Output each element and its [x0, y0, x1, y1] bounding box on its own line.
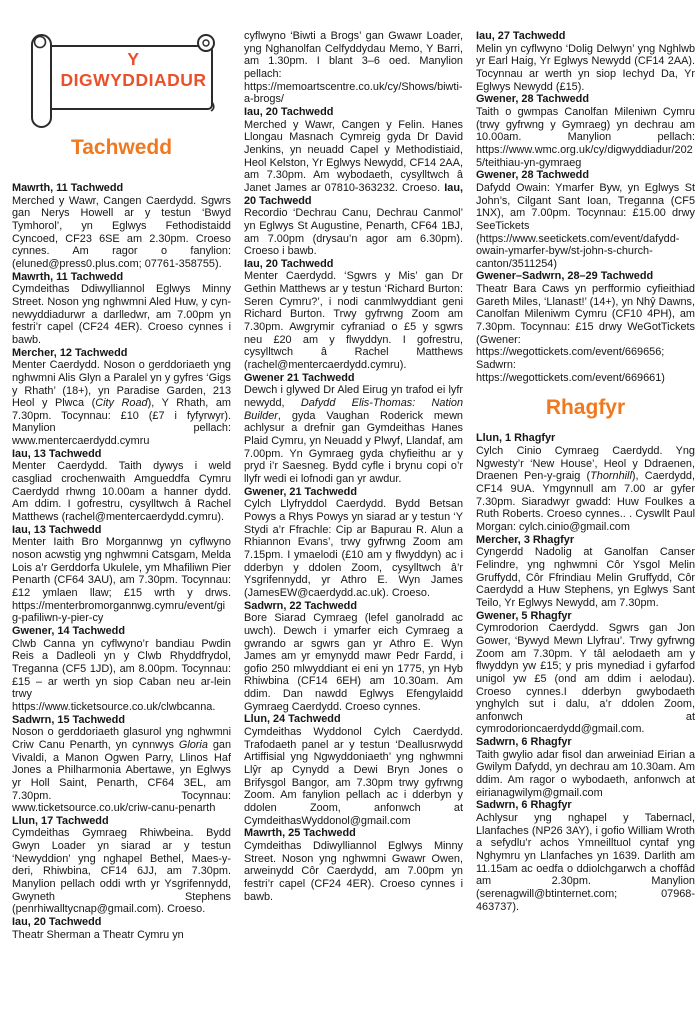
page-title-line2: DIGWYDDIADUR [60, 70, 207, 90]
event-date: Gwener, 21 Tachwedd [244, 485, 357, 498]
event-body: Mawrth, 25 Tachwedd Cymdeithas Ddiwylliannol Eglwys Minny Street. Noson yng nghwmni Gwawr Owen, arweinydd Côr Caerdydd, am 7.00pm yn festri’r capel (CF24 4ER). Croeso cynnes i bawb. [244, 827, 463, 903]
event-date: Gwener, 28 Tachwedd [476, 169, 589, 182]
event-body: Gwener, 5 Rhagfyr Cymrodorion Caerdydd. Sgwrs gan Jon Gower, ‘Bywyd Mewn Llyfrau’. Trwy gyfrwng Zoom am 7.30pm. Y tâl aelodaeth am y flwyddyn yw £15; y pris mynediad i gyfarfod unigol yw £5 (ond am ddim i aelodau). Croeso cynnes.I dderbyn gwybodaeth ynghylch sut i dalu, a’r ddolen Zoom, anfonwch at cymrodorioncaerdydd@gmail.com. [476, 609, 695, 736]
event-body: Sadwrn, 6 Rhagfyr Taith gwylio adar fisol dan arweiniad Eirian a Gwilym Dafydd, yn dechrau am 10.30am. Am ddim. Am ragor o wybodaeth, anfonwch at eirianagwilym@gmail.com [476, 736, 695, 799]
event-body: Gwener, 21 Tachwedd Cylch Llyfryddol Caerdydd. Bydd Betsan Powys a Rhys Powys yn siarad ar y testun ‘Y Stydi a’r Ffrachle: Cip ar Bapurau R. Alun a Rhiannon Evans’, trwy gyfrwng Zoom am 7.15pm. I ymaelodi (£10 am y flwyddyn) ac i dderbyn y ddolen Zoom, cysylltwch â’r Ysgrifennydd, yr Athro E. Wyn James (JamesEW@caerdydd.ac.uk). Croeso. [244, 485, 463, 599]
column-3 [476, 30, 695, 1034]
event-item [12, 625, 231, 714]
event-body: Mawrth, 11 Tachwedd Merched y Wawr, Cangen Caerdydd. Sgwrs gan Nerys Howell ar y testun ‘Bwyd Tymhorol’, yn Eglwys Fethodistaidd Cyncoed, CF23 6SE am 2.30pm. Croeso cynnes. Am ragor o fanylion: (eluned@press0.plus.com; 07761-358755). [12, 182, 231, 270]
event-body: Mercher, 3 Rhagfyr Cyngerdd Nadolig at Ganolfan Canser Felindre, yng nghwmni Côr Ysgol Melin Gruffydd, Côr Ffrindiau Melin Gruffydd, Côr Caerdydd a Huw Stephens, yn Eglwys Sant Teilo, Yr Eglwys Newydd, am 7.30pm. [476, 533, 695, 609]
event-body: Gwener–Sadwrn, 28–29 Tachwedd Theatr Bara Caws yn perfformio cyfieithiad Gareth Miles, ‘Llanast!’ (14+), yn Nhŷ Dawns, Canolfan Mileniwm Cymru (CF10 4PH), am 7.30pm. Tocynnau: £15 drwy WeGotTickets (Gwener: https://wegottickets.com/event/669656; Sadwrn: https://wegottickets.com/event/669661) [476, 270, 695, 384]
page-title-line1: Y [127, 49, 140, 69]
event-body: Iau, 27 Tachwedd Melin yn cyflwyno ‘Dolig Delwyn’ yng Nghlwb yr Earl Haig, Yr Eglwys Newydd (CF14 2AA). Tocynnau ar werth yn siop Iechyd Da, Yr Eglwys Newydd (£15). [476, 30, 695, 93]
event-body: Mercher, 12 Tachwedd Menter Caerdydd. Noson o gerddoriaeth yng nghwmni Alis Glyn a Paralel yn y gyfres ‘Gigs y Rhath’ (18+), yn Paradise Garden, 213 Heol y Plwca (City Road), Y Rhath, am 7.30pm. Tocynnau: £10 (£7 i fyfyrwyr). Manylion pellach: www.mentercaerdydd.cymru [12, 346, 231, 448]
events-list-column-1 [12, 136, 231, 941]
event-item [12, 347, 231, 448]
event-item [476, 30, 695, 93]
event-body: Gwener, 28 Tachwedd Dafydd Owain: Ymarfer Byw, yn Eglwys St John’s, Cilgant Sant Ioan, Treganna (CF5 1NX), am 7.00pm. Tocynnau: £15.00 drwy SeeTickets (https://www.seetickets.com/event/dafydd-owain-ymarfer-byw/st-john-s-church-canton/3511254) [476, 169, 695, 270]
event-date: Gwener, 28 Tachwedd [476, 93, 589, 106]
event-date: Gwener, 5 Rhagfyr [476, 609, 572, 622]
event-body: Iau, 20 Tachwedd Theatr Sherman a Theatr Cymru yn [12, 916, 231, 941]
event-item [244, 258, 463, 372]
event-item [476, 610, 695, 737]
event-item [12, 182, 231, 271]
event-body: Sadwrn, 15 Tachwedd Noson o gerddoriaeth glasurol yng nghwmni Criw Canu Penarth, yn cynnwys Gloria gan Vivaldi, a Manon Ogwen Parry, Llinos Haf Jones a Philharmonia Abertawe, yn Eglwys yr Holl Saint, Penarth, CF64 3EL, am 7.30pm. Tocynnau: www.ticketsource.co.uk/criw-canu-penarth [12, 713, 231, 815]
event-item [12, 524, 231, 625]
event-item [476, 736, 695, 799]
event-body: Iau, 20 Tachwedd Merched y Wawr, Cangen y Felin. Hanes Llongau Masnach Cymreig gyda Dr David Jenkins, yn neuadd Capel y Methodistiaid, Heol Kelston, Yr Eglwys Newydd, CF14 2AA, am 7.30pm. Am wybodaeth, cysylltwch â Janet James ar 07810-363232. Croeso. Iau, 20 Tachwedd [244, 105, 463, 207]
event-date: Llun, 1 Rhagfyr [476, 432, 556, 445]
event-date: Mawrth, 11 Tachwedd [12, 270, 124, 283]
event-item [476, 93, 695, 169]
column-2 [244, 30, 463, 1034]
events-list-column-2 [244, 30, 463, 903]
event-item [244, 372, 463, 486]
scroll-banner [20, 32, 224, 130]
event-item [12, 815, 231, 916]
event-body: Iau, 13 Tachwedd Menter Caerdydd. Taith dywys i weld casgliad crochenwaith Amgueddfa Cymru Caerdydd rhwng 10.00am a hanner dydd. Am ddim. I gofrestru, cysylltwch â Rachel Matthews (rachel@mentercaerdydd.cymru). [12, 447, 231, 524]
event-body: Sadwrn, 22 Tachwedd Bore Siarad Cymraeg (lefel ganolradd ac uwch). Dewch i ymarfer eich Cymraeg a gwrando ar sgwrs gan yr Athro E. Wyn James am yr emynydd mawr Pedr Fardd, i gofio 250 mlwyddiant ei eni yn 1775, yn Hyb Rhiwbina (CF14 6EH) am 10.30am. Am ddim. Dan nawdd Eglwys Efengylaidd Gymraeg Caerdydd. Croeso cynnes. [244, 599, 463, 713]
event-item [12, 448, 231, 524]
event-body: Iau, 20 Tachwedd Menter Caerdydd. ‘Sgwrs y Mis’ gan Dr Gethin Matthews ar y testun ‘Richard Burton: Seren Cymru?’, i nodi canmlwyddiant geni Richard Burton. Trwy gyfrwng Zoom am 7.30pm. Awgrymir cyfraniad o £5 y sgwrs neu £20 am y flwyddyn. I gofrestru, cysylltwch â Rachel Matthews (rachel@mentercaerdydd.cymru). [244, 257, 463, 372]
event-item [476, 799, 695, 913]
column-1 [12, 30, 231, 1034]
event-item [244, 713, 463, 827]
event-date: Iau, 13 Tachwedd [12, 523, 102, 536]
event-body: Recordio ‘Dechrau Canu, Dechrau Canmol’ yn Eglwys St Augustine, Penarth, CF64 1BJ, am 7.00pm (drysau’n agor am 6.30pm). Croeso i bawb. [244, 207, 463, 258]
event-date: Gwener–Sadwrn, 28–29 Tachwedd [476, 270, 654, 283]
event-item [244, 600, 463, 714]
event-date: Iau, 27 Tachwedd [476, 30, 566, 42]
event-date: Iau, 13 Tachwedd [12, 447, 102, 460]
event-item [244, 30, 463, 106]
events-list-column-3 [476, 30, 695, 913]
event-date: Mawrth, 11 Tachwedd [12, 182, 124, 194]
event-date: Sadwrn, 6 Rhagfyr [476, 799, 572, 812]
event-item [12, 916, 231, 941]
event-body: Gwener 21 Tachwedd Dewch i glywed Dr Aled Eirug yn trafod ei lyfr newydd, Dafydd Elis-Thomas: Nation Builder, gyda Vaughan Roderick mewn achlysur a drefnir gan Gymdeithas Hanes Plaid Cymru, yn Neuadd y Plwyf, Llandaf, am 7.00pm. Yn Gymraeg gyda chyfieithu ar y pryd i’r Saesneg. Bydd cyfle i brynu copi o’r llyfr wedi ei lofnodi gan yr awdur. [244, 371, 463, 485]
event-date: Mercher, 3 Rhagfyr [476, 533, 575, 546]
section-heading-tachwedd: Tachwedd [70, 136, 173, 159]
section-heading-rhagfyr: Rhagfyr [545, 396, 626, 420]
event-date: Mawrth, 25 Tachwedd [244, 827, 356, 840]
event-date: Mercher, 12 Tachwedd [12, 346, 128, 359]
event-item [476, 534, 695, 610]
event-item [244, 106, 463, 207]
event-date: Llun, 17 Tachwedd [12, 814, 109, 827]
event-body: Llun, 17 Tachwedd Cymdeithas Gymraeg Rhiwbeina. Bydd Gwyn Loader yn siarad ar y testun ‘Newyddion’ yng nghapel Bethel, Maes-y-deri, Rhiwbina, CF14 6JJ, am 7.30pm. Manylion pellach oddi wrth yr Ysgrifennydd, Gwyneth Stephens (penrhiwalltycnap@gmail.com). Croeso. [12, 814, 231, 916]
event-date: Gwener 21 Tachwedd [244, 371, 355, 384]
event-body: Llun, 24 Tachwedd Cymdeithas Wyddonol Cylch Caerdydd. Trafodaeth panel ar y testun ‘Deallusrwydd Artiffisial yng Ngwyddoniaeth’ yng nghwmni Llŷr ap Cynydd a Dewi Bryn Jones o Brifysgol Bangor, am 7.30pm trwy gyfrwng Zoom. Am fanylion pellach ac i dderbyn y ddolen Zoom, anfonwch at CymdeithasWyddonol@gmail.com [244, 713, 463, 827]
event-date: Sadwrn, 15 Tachwedd [12, 713, 125, 726]
event-item [476, 169, 695, 270]
event-date: Iau, 20 Tachwedd [244, 257, 334, 270]
event-item [244, 827, 463, 903]
event-item [476, 270, 695, 384]
event-body: Sadwrn, 6 Rhagfyr Achlysur yng nghapel y Tabernacl, Llanfaches (NP26 3AY), i gofio William Wroth a sefydlu’r achos Ymneilltuol cyntaf yng Nghymru yn Llanfaches yn 1639. Darlith am 11.15am ac oedfa o ddiolchgarwch a choffâd am 2.30pm. Manylion (serenagwill@btinternet.com; 07968-463737). [476, 799, 695, 913]
event-body: Gwener, 14 Tachwedd Clwb Canna yn cyflwyno’r bandiau Pwdin Reis a Dadleoli yn y Clwb Rhyddfrydol, Treganna (CF5 1JD), am 8.00pm. Tocynnau: £15 – ar werth yn siop Caban neu ar-lein trwy https://www.ticketsource.co.uk/clwbcanna. [12, 624, 231, 713]
event-body: cyflwyno ‘Biwti a Brogs’ gan Gwawr Loader, yng Nghanolfan Celfyddydau Memo, Y Barri, am 1.30pm. I blant 3–6 oed. Manylion pellach: https://memoartscentre.co.uk/cy/Shows/biwti-a-brogs/ [244, 30, 463, 106]
event-item [476, 432, 695, 533]
event-date: Sadwrn, 22 Tachwedd [244, 599, 357, 612]
event-body: Gwener, 28 Tachwedd Taith o gwmpas Canolfan Mileniwn Cymru (trwy gyfrwng y Gymraeg) yn dechrau am 10.00am. Manylion pellach: https://www.wmc.org.uk/cy/digwyddiadur/2025/teithiau-yn-gymraeg [476, 93, 695, 169]
event-date: Gwener, 14 Tachwedd [12, 624, 125, 637]
page-title [52, 49, 216, 91]
event-date: Iau, 20 Tachwedd [244, 105, 334, 118]
event-date: Llun, 24 Tachwedd [244, 713, 341, 726]
event-body: Llun, 1 Rhagfyr Cylch Cinio Cymraeg Caerdydd. Yng Ngwesty’r ‘New House’, Heol y Ddraenen, Draenen Pen-y-graig (Thornhill), Caerdydd, CF14 9UA. Ymgynnull am 7.00 ar gyfer 7.30pm. Siaradwyr gwadd: Huw Foulkes a Ruth Roberts. Croeso cynnes.. . Cyswllt Paul Morgan: cylch.cinio@gmail.com [476, 432, 695, 533]
event-date: Sadwrn, 6 Rhagfyr [476, 736, 572, 749]
event-body: Mawrth, 11 Tachwedd Cymdeithas Ddiwylliannol Eglwys Minny Street. Noson yng nghwmni Aled Huw, y cyn-newyddiadurwr a darlledwr, am 7.00pm yn festri’r capel (CF24 4ER). Croeso cynnes i bawb. [12, 270, 231, 346]
event-item [12, 271, 231, 347]
event-body: Iau, 13 Tachwedd Menter Iaith Bro Morgannwg yn cyflwyno noson acwstig yng nghwmni Catsgam, Melda Lois a’r Gerddorfa Ukulele, ym Mhafiliwn Pier Penarth (CF64 3AU), am 7.30pm. Tocynnau: £12 ymlaen llaw; £15 wrth y drws. https://menterbromorgannwg.cymru/event/gig-pafiliwn-y-pier-cy [12, 523, 231, 625]
event-date: Iau, 20 Tachwedd [12, 916, 102, 929]
event-item [244, 207, 463, 258]
event-item [244, 486, 463, 600]
event-item [12, 714, 231, 815]
